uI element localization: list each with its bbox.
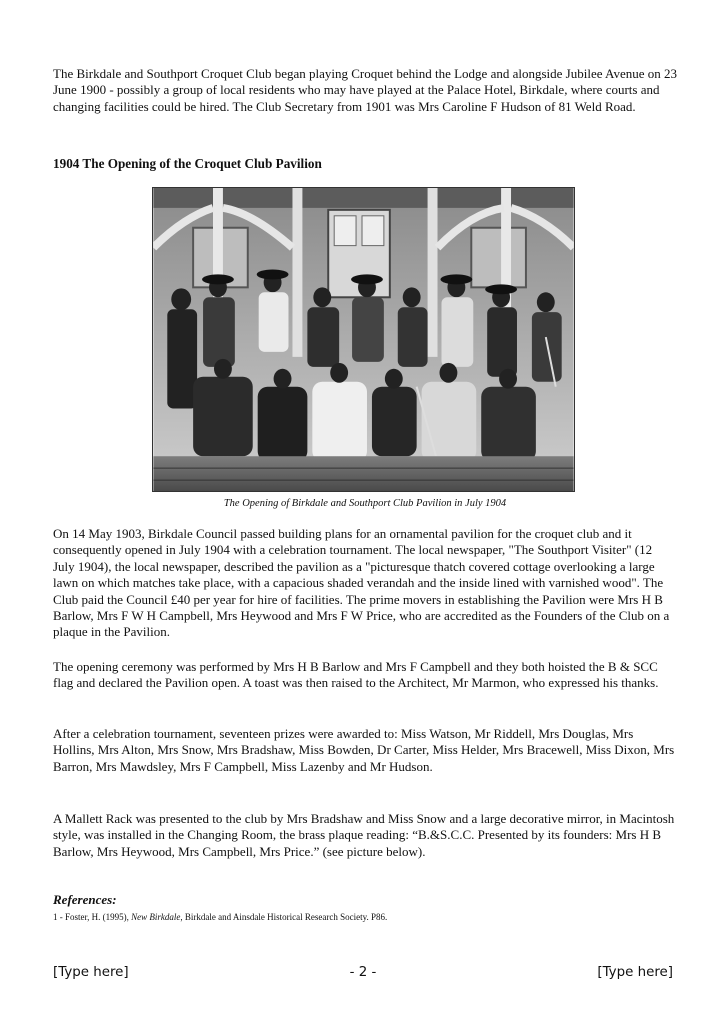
references-title: References:: [53, 892, 117, 907]
opening-ceremony-paragraph: The opening ceremony was performed by Mrs H B Barlow and Mrs F Campbell and they both hoisted the B & SCC flag and declared the Pavilion open. A toast was then raised to the Architect, Mr Marmon, who expressed his thanks.: [53, 659, 659, 691]
section-heading: 1904 The Opening of the Croquet Club Pavilion: [53, 156, 322, 171]
page-number: - 2 -: [349, 965, 377, 980]
footer-left: [Type here]: [53, 965, 129, 980]
reference-1-title: New Birkdale: [131, 912, 181, 922]
photo-caption: The Opening of Birkdale and Southport Club Pavilion in July 1904: [223, 498, 507, 509]
footer-right: [Type here]: [597, 965, 673, 980]
intro-paragraph: The Birkdale and Southport Croquet Club began playing Croquet behind the Lodge and alongside Jubilee Avenue on 23 June 1900 - possibly a group of local residents who may have played at the Palace Hotel, Birkdale, where courts and changing facilities could be hired. The Club Secretary from 1901 was Mrs Caroline F Hudson of 81 Weld Road.: [53, 66, 677, 114]
prizes-paragraph: After a celebration tournament, seventeen prizes were awarded to: Miss Watson, Mr Riddell, Mrs Douglas, Mrs Hollins, Mrs Alton, Mrs Snow, Mrs Bradshaw, Miss Bowden, Dr Carter, Miss Helder, Mrs Bracewell, Miss Dixon, Mrs Barron, Mrs Mawdsley, Mrs F Campbell, Miss Lazenby and Mr Hudson.: [53, 726, 675, 774]
reference-1-prefix: 1 - Foster, H. (1995),: [53, 912, 132, 922]
reference-1: [53, 909, 387, 925]
mallett-rack-paragraph: A Mallett Rack was presented to the club by Mrs Bradshaw and Miss Snow and a large decorative mirror, in Macintosh style, was installed in the Changing Room, the brass plaque reading: “B.&S.C.C. Presented by its founders: Mrs H B Barlow, Mrs Heywood, Mrs Campbell, Mrs Price.” (see picture below).: [53, 811, 675, 859]
page-footer: [53, 965, 673, 983]
pavilion-photo: [152, 187, 575, 492]
pavilion-paragraph: On 14 May 1903, Birkdale Council passed building plans for an ornamental pavilion for the croquet club and it consequently opened in July 1904 with a celebration tournament. The local newspaper, "The Southport Visiter" (12 July 1904), the local newspaper, described the pavilion as a "picturesque thatch covered cottage overlooking a large lawn on which matches take place, with a capacious shaded verandah and the inside lined with varnished wood". The Club paid the Council £40 per year for hire of facilities. The prime movers in establishing the Pavilion were Mrs H B Barlow, Mrs F W H Campbell, Mrs Heywood and Mrs F W Price, who are accredited as the Founders of the Club on a plaque in the Pavilion.: [53, 526, 670, 640]
reference-1-suffix: , Birkdale and Ainsdale Historical Research Society. P86.: [180, 912, 388, 922]
